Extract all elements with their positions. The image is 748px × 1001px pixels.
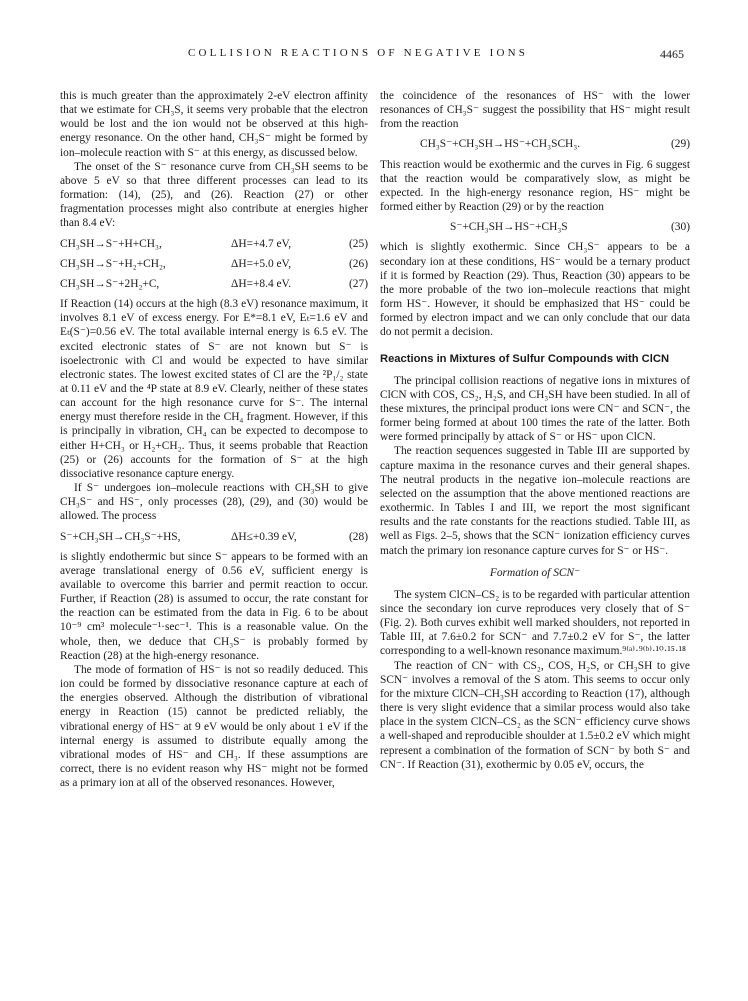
paragraph: If Reaction (14) occurs at the high (8.3 eV) resonance maximum, it involves 8.1 eV of excess energy. For E*=8.1 eV, Eₜ=1.6 eV and Eₜ(S⁻)=0.56 eV. The total available internal energy is 6.5 eV. The excited electronic states of S⁻ are not known but S⁻ is isoelectronic with Cl and would be expected to have similar electronic states. The lowest excited states of Cl are the ²P₁/₂ state at 0.11 eV and the ⁴P state at 8.9 eV. Clearly, neither of these states can account for the high resonance curve for S⁻. The internal energy must therefore reside in the CH₄ fragment. However, if this is principally in vibration, CH₄ can be expected to decompose to either H+CH₃ or H₂+CH₂. Thus, it seems probable that Reaction (25) or (26) accounts for the formation of S⁻ at the high dissociative resonance capture energy. [60, 298, 368, 480]
paragraph: is slightly endothermic but since S⁻ appears to be formed with an average translational energy of 0.56 eV, sufficient energy is available to overcome this barrier and permit reaction to occur. Further, if Reaction (28) is assumed to occur, the rate constant for the reaction can be estimated from the data in Fig. 6 to be about 10⁻⁹ cm³ molecule⁻¹·sec⁻¹. This is a reasonable value. On the whole, then, we deduce that CH₃S⁻ is probably formed by Reaction (28) at the high-energy resonance. [60, 550, 368, 662]
equation-lhs: CH₃SH→S⁻+H+CH₃, [60, 237, 162, 250]
paragraph: this is much greater than the approximately 2-eV electron affinity that we estimate for CH₃S, it seems very probable that the electron would be lost and the ion would not be observed at this high-energy resonance. On the other hand, CH₃S⁻ might be formed by ion–molecule reaction with S⁻ at this energy, as discussed below. [60, 90, 368, 159]
paragraph: The reaction sequences suggested in Table III are supported by capture maxima in the resonance curves and their general shapes. The neutral products in the negative ion–molecule reactions are selected on the assumption that the above mentioned reactions are exothermic. In Tables I and III, we report the most significant results and the rate constants for the reactions studied. Table III, as well as Figs. 2–5, shows that the SCN⁻ ionization efficiency curves match the primary ion resonance capture curves for S⁻ or HS⁻. [380, 445, 690, 557]
equation-enthalpy: ΔH=+4.7 eV, [231, 237, 292, 250]
equation-lhs: S⁻+CH₃SH→HS⁻+CH₃S [450, 221, 568, 234]
equation-lhs: CH₃SH→S⁻+H₂+CH₂, [60, 257, 166, 270]
page-header [60, 47, 688, 67]
paragraph: The onset of the S⁻ resonance curve from CH₃SH seems to be above 5 eV so that three different processes can lead to its formation: (14), (25), and (26). Reaction (27) or other fragmentation processes might also contribute at energies higher than 8.4 eV: [60, 160, 368, 230]
equation-lhs: CH₃SH→S⁻+2H₂+C, [60, 277, 160, 290]
paragraph: The reaction of CN⁻ with CS₂, COS, H₂S, or CH₃SH to give SCN⁻ involves a removal of the S atom. This seems to occur only for the mixture ClCN–CH₃SH according to Reaction (17), although there is very slight evidence that a similar process would also take place in the system ClCN–CS₂ as the SCN⁻ efficiency curve shows a well-shaped and reproducible shoulder at 1.5±0.2 eV which might represent a combination of the formation of SCN⁻ by both S⁻ and CN⁻. If Reaction (31), exothermic by 0.05 eV, occurs, the [380, 659, 690, 771]
equation-enthalpy: ΔH≤+0.39 eV, [231, 530, 297, 543]
equation-30 [380, 220, 690, 234]
running-title: COLLISION REACTIONS OF NEGATIVE IONS [188, 47, 529, 59]
equation-number: (29) [671, 138, 690, 151]
equation-lhs: S⁻+CH₃SH→CH₃S⁻+HS, [60, 530, 181, 543]
subsection-heading: Formation of SCN⁻ [489, 566, 581, 579]
equation-number: (30) [671, 221, 690, 234]
equation-29 [380, 137, 690, 151]
paragraph: The system ClCN–CS₂ is to be regarded with particular attention since the secondary ion curve reproduces very closely that of S⁻ (Fig. 2). Both curves exhibit well marked shoulders, not reported in Table III, at 7.6±0.2 for SCN⁻ and 7.7±0.2 eV for S⁻, the latter corresponding to a well-known resonance maximum.⁹⁽ᵃ⁾·⁹⁽ᵇ⁾·¹⁰·¹⁵·¹⁸ [380, 588, 690, 658]
section-heading: Reactions in Mixtures of Sulfur Compounds with ClCN [380, 352, 670, 365]
equation-lhs: CH₃S⁻+CH₃SH→HS⁻+CH₃SCH₃. [420, 138, 581, 151]
paragraph: the coincidence of the resonances of HS⁻ with the lower resonances of CH₃S⁻ suggest the possibility that HS⁻ might result from the reaction [380, 90, 690, 131]
equation-enthalpy: ΔH=+5.0 eV, [231, 257, 292, 270]
page-number: 4465 [660, 47, 684, 61]
equation-number: (27) [349, 277, 368, 290]
paragraph: The mode of formation of HS⁻ is not so readily deduced. This ion could be formed by dissociative resonance capture at each of the energies observed. Although the distribution of vibrational energy in Reaction (15) cannot be predicted reliably, the vibrational energy of HS⁻ at 9 eV would be only about 1 eV if the internal energy is assumed to distribute equally among the vibrational modes of HS⁻ and CH₃. If these assumptions are correct, there is no evident reason why HS⁻ might not be formed as a primary ion at all of the observed resonances. However, [60, 663, 368, 790]
equation-25 [60, 237, 368, 251]
equation-26 [60, 257, 368, 271]
left-column [60, 89, 368, 790]
paragraph: This reaction would be exothermic and the curves in Fig. 6 suggest that the reaction would be comparatively slow, as might be expected. In the high-energy resonance region, HS⁻ might be formed either by Reaction (29) or by the reaction [380, 158, 690, 214]
paragraph: which is slightly exothermic. Since CH₃S⁻ appears to be a secondary ion at these conditions, HS⁻ would be a ternary product if it is formed by Reaction (29). Thus, Reaction (30) appears to be the more probable of the two ion–molecule reactions that might form HS⁻. However, it should be emphasized that HS⁻ could be formed by electron impact and we can only conclude that our data do not permit a decision. [380, 241, 690, 339]
equation-enthalpy: ΔH=+8.4 eV. [231, 277, 292, 290]
equation-number: (26) [349, 257, 368, 270]
paragraph: The principal collision reactions of negative ions in mixtures of ClCN with COS, CS₂, H₂S, and CH₃SH have been studied. In all of these mixtures, the principal product ions were CN⁻ and SCN⁻, the former being formed at about 100 times the rate of the latter. Both were formed principally by attack of S⁻ or HS⁻ upon ClCN. [380, 374, 690, 444]
right-column [380, 89, 690, 772]
equation-number: (25) [349, 237, 368, 250]
equation-27 [60, 277, 368, 291]
paragraph: If S⁻ undergoes ion–molecule reactions with CH₃SH to give CH₃S⁻ and HS⁻, only processes (28), (29), and (30) would be allowed. The process [60, 482, 368, 523]
equation-number: (28) [349, 530, 368, 543]
equation-28 [60, 530, 368, 544]
